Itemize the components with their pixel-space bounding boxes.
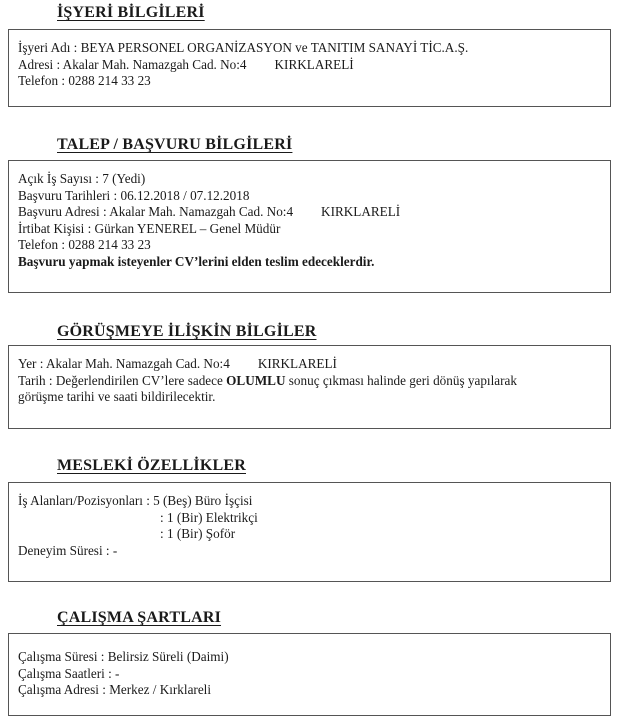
company-name-line: İşyeri Adı : BEYA PERSONEL ORGANİZASYON ve TANITIM SANAYİ TİC.A.Ş. xyxy=(18,40,469,55)
address-text: Adresi : Akalar Mah. Namazgah Cad. No:4 xyxy=(18,56,247,72)
phone-line: Telefon : 0288 214 33 23 xyxy=(18,73,151,88)
contact-person-line: İrtibat Kişisi : Gürkan YENEREL – Genel Müdür xyxy=(18,220,281,236)
section-box-calisma xyxy=(8,633,611,716)
application-dates-line: Başvuru Tarihleri : 06.12.2018 / 07.12.2018 xyxy=(18,187,250,203)
section-title-isyeri: İŞYERİ BİLGİLERİ xyxy=(57,4,205,21)
section-title-gorusme: GÖRÜŞMEYE İLİŞKİN BİLGİLER xyxy=(57,323,317,340)
position-line-3: : 1 (Bir) Şoför xyxy=(160,526,236,541)
address-city: KIRKLARELİ xyxy=(274,56,354,72)
location-text: Yer : Akalar Mah. Namazgah Cad. No:4 xyxy=(18,356,230,371)
experience-line: Deneyim Süresi : - xyxy=(18,542,118,558)
date-continuation-line: görüşme tarihi ve saati bildirilecektir. xyxy=(18,389,216,404)
application-note-line: Başvuru yapmak isteyenler CV’lerini elden teslim edeceklerdir. xyxy=(18,253,375,269)
date-line xyxy=(18,373,610,390)
section-box-isyeri xyxy=(8,29,611,107)
application-address-text: Başvuru Adresi : Akalar Mah. Namazgah Cad. No:4 xyxy=(18,204,294,219)
address-line xyxy=(18,57,610,74)
application-address-line xyxy=(18,204,610,221)
application-address-city: KIRKLARELİ xyxy=(321,204,401,219)
section-box-talep xyxy=(8,160,611,293)
location-line xyxy=(18,356,610,373)
section-title-meslek: MESLEKİ ÖZELLİKLER xyxy=(57,457,246,474)
position-line-2: : 1 (Bir) Elektrikçi xyxy=(160,509,258,525)
date-text-end: sonuç çıkması halinde geri dönüş yapılarak xyxy=(285,372,517,388)
section-box-gorusme xyxy=(8,345,611,429)
location-city: KIRKLARELİ xyxy=(257,356,337,371)
work-address-line: Çalışma Adresi : Merkez / Kırklareli xyxy=(18,682,211,697)
contact-phone-line: Telefon : 0288 214 33 23 xyxy=(18,237,151,252)
date-text-start: Tarih : Değerlendirilen CV’lere sadece xyxy=(18,372,227,388)
section-title-calisma: ÇALIŞMA ŞARTLARI xyxy=(57,609,222,626)
open-jobs-line: Açık İş Sayısı : 7 (Yedi) xyxy=(18,171,146,186)
position-line-1: İş Alanları/Pozisyonları : 5 (Beş) Büro İşçisi xyxy=(18,493,253,508)
positive-emphasis: OLUMLU xyxy=(226,372,286,388)
section-title-talep: TALEP / BAŞVURU BİLGİLERİ xyxy=(57,136,293,153)
work-duration-line: Çalışma Süresi : Belirsiz Süreli (Daimi) xyxy=(18,649,229,664)
section-box-meslek xyxy=(8,482,611,582)
work-hours-line: Çalışma Saatleri : - xyxy=(18,665,120,681)
